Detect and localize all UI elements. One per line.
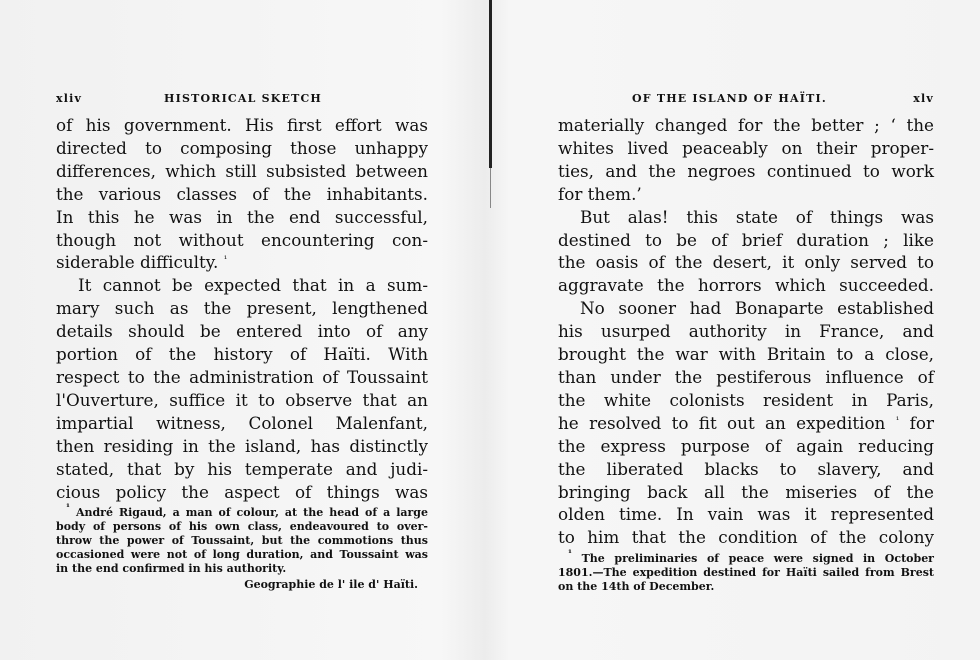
left-running-head <box>56 92 428 114</box>
text-line: olden time. In vain was it represented <box>558 504 934 525</box>
text-line: No sooner had Bonaparte established <box>580 298 934 319</box>
text-line: than under the pestiferous influence of <box>558 366 934 387</box>
text-line: It cannot be expected that in a sum- <box>78 275 428 296</box>
text-line: respect to the administration of Toussaint <box>56 366 428 387</box>
text-line: of his government. His first effort was <box>56 115 428 135</box>
text-line: though not without encountering con- <box>56 229 428 250</box>
text-line: differences, which still subsisted between <box>56 160 428 181</box>
right-page-number: xlv <box>913 92 934 105</box>
text-line: But alas! this state of things was <box>580 206 934 227</box>
footnote-line <box>56 503 428 520</box>
footnote-ref: ¹ <box>223 255 228 266</box>
text-line <box>56 251 428 274</box>
right-running-head <box>558 92 934 114</box>
footnote-line: in the end confirmed in his authority. <box>56 562 287 576</box>
text-line: impartial witness, Colonel Malenfant, <box>56 412 428 433</box>
gutter-shadow-lower <box>490 168 491 208</box>
right-body-text <box>558 114 934 549</box>
gutter-shadow <box>489 0 492 168</box>
footnote-line <box>558 549 934 566</box>
text-line: l'Ouverture, suffice it to observe that an <box>56 389 428 410</box>
footnote-line: on the 14th of December. <box>558 580 715 594</box>
footnote-line: throw the power of Toussaint, but the commotions thus <box>56 534 428 548</box>
footnote-marker: ¹ <box>66 503 70 514</box>
text-line: materially changed for the better ; ‘ the <box>558 115 934 135</box>
text-fragment: he resolved to fit out an expedition <box>558 412 886 433</box>
footnote-source: Geographie de l' ile d' Haïti. <box>244 578 418 592</box>
text-line: the oasis of the desert, it only served to <box>558 252 934 273</box>
footnote-line: occasioned were not of long duration, and Toussaint was <box>56 548 428 562</box>
text-line: the white colonists resident in Paris, <box>558 389 934 410</box>
text-line: directed to composing those unhappy <box>56 137 428 158</box>
text-line: the various classes of the inhabitants. <box>56 183 428 204</box>
text-line: cious policy the aspect of things was <box>56 481 428 502</box>
text-line: mary such as the present, lengthened <box>56 298 428 319</box>
footnote-text: The preliminaries of peace were signed in October <box>581 552 934 566</box>
footnote-ref: ¹ <box>895 415 900 426</box>
text-fragment: for <box>909 412 935 433</box>
footnote-text: André Rigaud, a man of colour, at the head of a large <box>75 506 428 520</box>
text-line: destined to be of brief duration ; like <box>558 229 934 250</box>
left-footnote <box>56 503 428 592</box>
left-running-title: HISTORICAL SKETCH <box>164 92 323 105</box>
text-line: to him that the condition of the colony <box>558 527 934 548</box>
right-footnote <box>558 549 934 594</box>
text-line <box>558 412 934 435</box>
left-page <box>56 92 428 592</box>
left-page-number: xliv <box>56 92 83 105</box>
text-fragment: siderable difficulty. <box>56 252 219 273</box>
right-running-title: OF THE ISLAND OF HAÏTI. <box>632 92 827 105</box>
text-line: then residing in the island, has distinctly <box>56 435 428 456</box>
text-line: stated, that by his temperate and judi- <box>56 458 428 479</box>
footnote-marker: ¹ <box>568 549 572 560</box>
text-line: bringing back all the miseries of the <box>558 481 934 502</box>
right-page <box>558 92 934 594</box>
text-line: aggravate the horrors which succeeded. <box>558 275 934 296</box>
footnote-line: 1801.—The expedition destined for Haïti sailed from Brest <box>558 566 934 580</box>
text-line: the liberated blacks to slavery, and <box>558 458 934 479</box>
left-body-text <box>56 114 428 503</box>
text-line: the express purpose of again reducing <box>558 435 934 456</box>
text-line: details should be entered into of any <box>56 321 428 342</box>
text-line: for them.’ <box>558 183 642 204</box>
text-line: his usurped authority in France, and <box>558 321 934 342</box>
text-line: portion of the history of Haïti. With <box>56 344 428 365</box>
text-line: In this he was in the end successful, <box>56 206 428 227</box>
text-line: brought the war with Britain to a close, <box>558 344 934 365</box>
text-line: whites lived peaceably on their proper- <box>558 137 934 158</box>
footnote-line: body of persons of his own class, endeavoured to over- <box>56 520 428 534</box>
text-line: ties, and the negroes continued to work <box>558 160 934 181</box>
